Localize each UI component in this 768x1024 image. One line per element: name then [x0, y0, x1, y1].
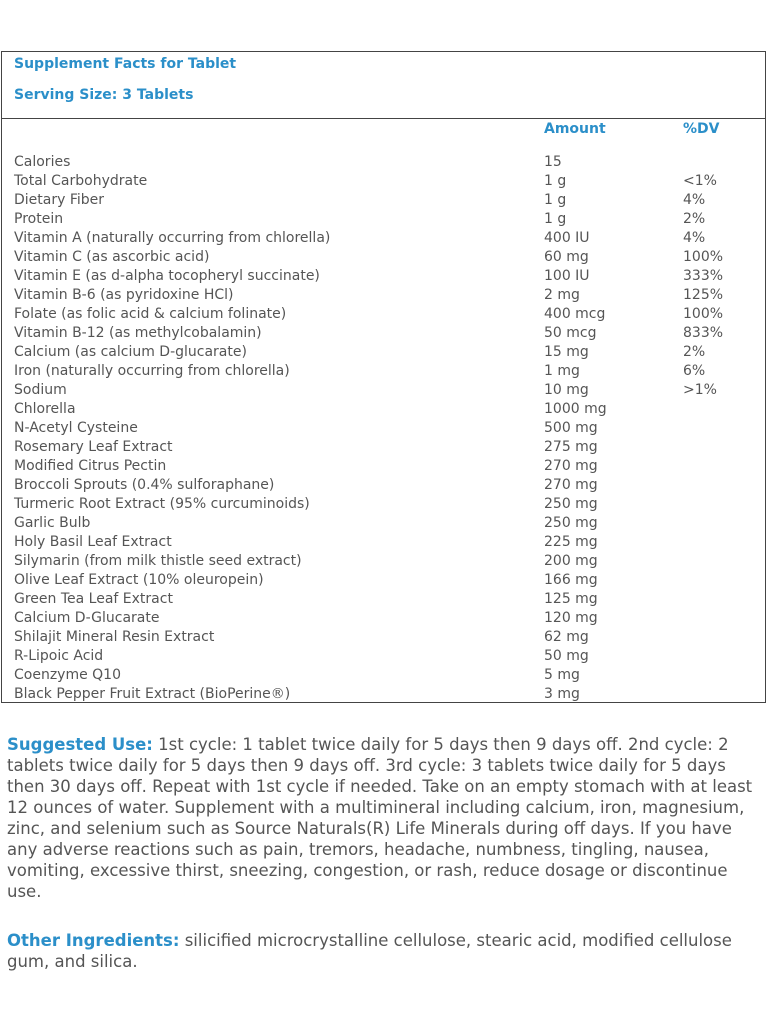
- amount-header: Amount: [544, 121, 606, 137]
- suggested-use-text: 1st cycle: 1 tablet twice daily for 5 days then 9 days off. 2nd cycle: 2 tablets twice daily for 5 days then 9 days off. 3rd cycle: 3 tablets twice daily for 5 days then 30 days off. Repeat with 1st cycle if needed. Take on an empty stomach with at least 12 ounces of water. Supplement with a multimineral including calcium, iron, magnesium, zinc, and selenium such as Source Naturals(R) Life Minerals during off days. If you have any adverse reactions such as pain, tremors, headache, numbness, tingling, nausea, vomiting, excessive thirst, sneezing, congestion, or rash, reduce dosage or discontinue use.: [7, 735, 753, 901]
- nutrient-amount: 500 mg: [544, 420, 598, 436]
- nutrient-name: Calcium D-Glucarate: [14, 610, 160, 626]
- nutrient-row: [2, 514, 765, 533]
- nutrient-name: Coenzyme Q10: [14, 667, 121, 683]
- nutrient-row: [2, 248, 765, 267]
- nutrient-amount: 225 mg: [544, 534, 598, 550]
- nutrient-amount: 2 mg: [544, 287, 580, 303]
- nutrient-name: Vitamin C (as ascorbic acid): [14, 249, 210, 265]
- nutrient-amount: 120 mg: [544, 610, 598, 626]
- nutrient-amount: 50 mg: [544, 648, 589, 664]
- nutrient-amount: 400 mcg: [544, 306, 606, 322]
- nutrient-name: Iron (naturally occurring from chlorella): [14, 363, 290, 379]
- other-ingredients-label: Other Ingredients:: [7, 931, 180, 950]
- facts-header: [2, 52, 765, 119]
- nutrient-name: Folate (as folic acid & calcium folinate): [14, 306, 287, 322]
- nutrient-row: [2, 153, 765, 172]
- nutrient-amount: 125 mg: [544, 591, 598, 607]
- nutrient-amount: 270 mg: [544, 477, 598, 493]
- nutrient-dv: 100%: [683, 306, 724, 322]
- nutrient-amount: 1 g: [544, 211, 567, 227]
- column-headers: [2, 121, 765, 141]
- nutrient-name: Chlorella: [14, 401, 76, 417]
- nutrient-row: [2, 172, 765, 191]
- nutrient-dv: 833%: [683, 325, 724, 341]
- nutrient-name: Vitamin B-12 (as methylcobalamin): [14, 325, 262, 341]
- nutrient-row: [2, 191, 765, 210]
- nutrient-amount: 5 mg: [544, 667, 580, 683]
- suggested-use: [7, 734, 759, 902]
- suggested-use-label: Suggested Use:: [7, 735, 153, 754]
- nutrient-name: Turmeric Root Extract (95% curcuminoids): [14, 496, 310, 512]
- nutrient-amount: 62 mg: [544, 629, 589, 645]
- nutrient-dv: 125%: [683, 287, 724, 303]
- nutrient-name: Calories: [14, 154, 71, 170]
- nutrient-amount: 10 mg: [544, 382, 589, 398]
- nutrient-row: [2, 381, 765, 400]
- nutrient-amount: 400 IU: [544, 230, 590, 246]
- nutrient-amount: 1 g: [544, 173, 567, 189]
- nutrient-name: Vitamin A (naturally occurring from chlorella): [14, 230, 331, 246]
- nutrient-amount: 250 mg: [544, 496, 598, 512]
- nutrient-dv: 6%: [683, 363, 706, 379]
- nutrient-name: Garlic Bulb: [14, 515, 91, 531]
- nutrient-name: Vitamin E (as d-alpha tocopheryl succinate): [14, 268, 320, 284]
- nutrient-amount: 3 mg: [544, 686, 580, 702]
- nutrient-name: Calcium (as calcium D-glucarate): [14, 344, 247, 360]
- nutrient-row: [2, 685, 765, 704]
- nutrient-name: Olive Leaf Extract (10% oleuropein): [14, 572, 264, 588]
- nutrient-name: Total Carbohydrate: [14, 173, 148, 189]
- nutrient-amount: 1 g: [544, 192, 567, 208]
- supplement-facts-panel: [1, 51, 766, 703]
- other-ingredients: [7, 930, 759, 972]
- nutrient-name: R-Lipoic Acid: [14, 648, 104, 664]
- nutrient-name: Holy Basil Leaf Extract: [14, 534, 172, 550]
- nutrient-dv: >1%: [683, 382, 717, 398]
- nutrient-row: [2, 229, 765, 248]
- nutrient-amount: 250 mg: [544, 515, 598, 531]
- nutrient-dv: 4%: [683, 192, 706, 208]
- nutrient-name: Silymarin (from milk thistle seed extract): [14, 553, 302, 569]
- nutrient-name: Modified Citrus Pectin: [14, 458, 167, 474]
- nutrient-row: [2, 419, 765, 438]
- nutrient-row: [2, 305, 765, 324]
- nutrient-name: Rosemary Leaf Extract: [14, 439, 173, 455]
- nutrient-row: [2, 609, 765, 628]
- nutrient-amount: 15: [544, 154, 562, 170]
- nutrient-amount: 270 mg: [544, 458, 598, 474]
- facts-title: Supplement Facts for Tablet: [14, 56, 237, 72]
- nutrient-row: [2, 476, 765, 495]
- nutrient-row: [2, 571, 765, 590]
- nutrient-row: [2, 590, 765, 609]
- nutrient-amount: 275 mg: [544, 439, 598, 455]
- nutrient-dv: 4%: [683, 230, 706, 246]
- nutrient-row: [2, 324, 765, 343]
- nutrient-row: [2, 210, 765, 229]
- nutrient-name: Shilajit Mineral Resin Extract: [14, 629, 215, 645]
- nutrient-dv: 100%: [683, 249, 724, 265]
- nutrient-row: [2, 495, 765, 514]
- serving-size: Serving Size: 3 Tablets: [14, 87, 194, 103]
- nutrient-row: [2, 647, 765, 666]
- nutrient-amount: 166 mg: [544, 572, 598, 588]
- nutrient-amount: 15 mg: [544, 344, 589, 360]
- nutrient-amount: 1 mg: [544, 363, 580, 379]
- nutrient-name: Sodium: [14, 382, 67, 398]
- nutrient-row: [2, 533, 765, 552]
- nutrient-name: Protein: [14, 211, 64, 227]
- nutrient-row: [2, 362, 765, 381]
- nutrient-row: [2, 666, 765, 685]
- nutrient-row: [2, 286, 765, 305]
- nutrient-amount: 1000 mg: [544, 401, 607, 417]
- nutrient-row: [2, 552, 765, 571]
- nutrient-row: [2, 438, 765, 457]
- nutrient-name: Broccoli Sprouts (0.4% sulforaphane): [14, 477, 275, 493]
- nutrient-name: Vitamin B-6 (as pyridoxine HCl): [14, 287, 234, 303]
- nutrient-amount: 100 IU: [544, 268, 590, 284]
- nutrient-amount: 60 mg: [544, 249, 589, 265]
- nutrient-row: [2, 628, 765, 647]
- other-ingredients-text: silicified microcrystalline cellulose, stearic acid, modified cellulose gum, and silica.: [7, 931, 732, 971]
- nutrient-dv: 2%: [683, 344, 706, 360]
- dv-header: %DV: [683, 121, 720, 137]
- nutrient-name: Green Tea Leaf Extract: [14, 591, 173, 607]
- nutrient-dv: 333%: [683, 268, 724, 284]
- nutrient-dv: 2%: [683, 211, 706, 227]
- nutrient-row: [2, 400, 765, 419]
- nutrient-name: Black Pepper Fruit Extract (BioPerine®): [14, 686, 291, 702]
- nutrient-name: Dietary Fiber: [14, 192, 105, 208]
- nutrient-amount: 50 mcg: [544, 325, 597, 341]
- nutrient-row: [2, 343, 765, 362]
- nutrient-row: [2, 267, 765, 286]
- nutrient-row: [2, 457, 765, 476]
- nutrient-amount: 200 mg: [544, 553, 598, 569]
- nutrient-list: [2, 153, 765, 704]
- nutrient-name: N-Acetyl Cysteine: [14, 420, 138, 436]
- nutrient-dv: <1%: [683, 173, 717, 189]
